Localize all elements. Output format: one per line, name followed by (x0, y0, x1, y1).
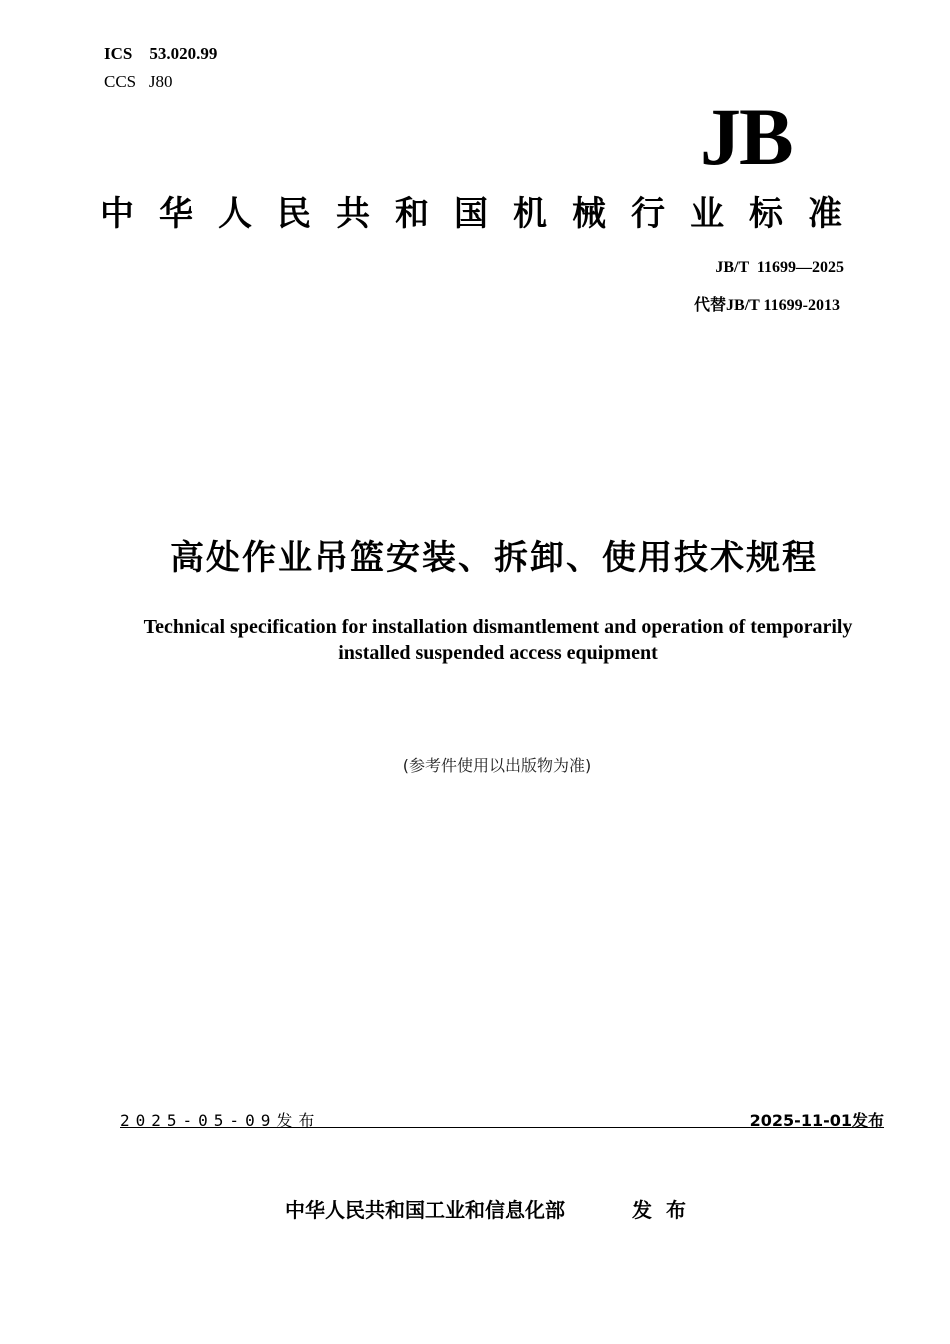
standard-category-title: 中华人民共和国机械行业标准 (100, 194, 867, 234)
jb-logo: JB (700, 91, 792, 182)
issuing-authority: 中华人民共和国工业和信息化部 (285, 1198, 565, 1222)
ics-code: ICS 53.020.99 (104, 44, 218, 63)
effective-date: 2025-11-01发布 (749, 1111, 884, 1130)
issue-date: 2025-05-09发布 (120, 1111, 321, 1130)
replaced-standard-number: 代替JB/T 11699-2013 (694, 297, 840, 314)
standard-number: JB/T 11699—2025 (715, 259, 844, 276)
document-title-en: Technical specification for installation dismantlement and operation of temporarily installed suspended access equipment (143, 616, 853, 664)
ccs-code: CCS J80 (104, 72, 173, 91)
date-divider-line (120, 1127, 884, 1128)
reference-note: (参考件使用以出版物为准) (402, 756, 592, 775)
document-title-zh: 高处作业吊篮安装、拆卸、使用技术规程 (170, 538, 818, 578)
issuing-action: 发布 (632, 1198, 700, 1222)
